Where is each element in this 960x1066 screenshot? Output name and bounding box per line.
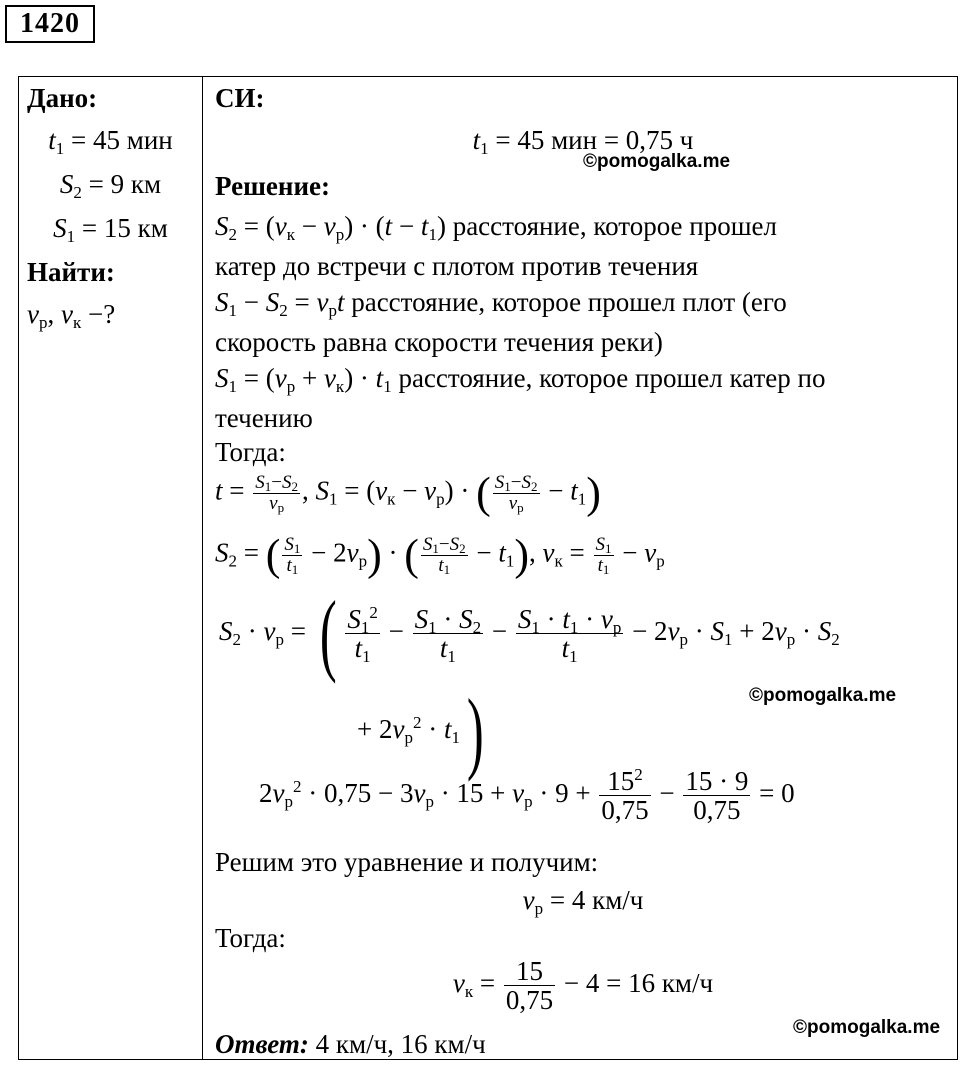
column-divider: [202, 77, 203, 1059]
eq3-text-2: течению: [215, 403, 313, 433]
solution-table: [18, 76, 958, 1060]
watermark-3: ©pomogalka.me: [793, 1017, 941, 1038]
find-header: Найти:: [27, 257, 115, 287]
si-conversion: $t_1 = 45$ мин = 0,75 ч: [472, 125, 694, 158]
eq2-text-2: скорость равна скорости течения реки): [215, 327, 663, 357]
problem-number: 1420: [5, 5, 95, 43]
watermark-1: ©pomogalka.me: [583, 151, 731, 172]
given-s2: $S_2 = 9$ км: [59, 169, 162, 202]
watermark-2: ©pomogalka.me: [749, 685, 897, 706]
eq-expanded: $S_2 \cdot v_р$ = ( $\frac{S_1^2}{t_1}$ − $\frac{S_1 \cdot S_2}{t_1}$ − $\frac{S_1 \cdot t_1 \cdot v_р}{t_1}$ − $2v_р \cdot S_1 + 2v_р \cdot S_2$: [219, 582, 840, 684]
given-header: Дано:: [27, 83, 98, 113]
eq-expanded-cont: + $2v_р^2 \cdot t_1$): [357, 680, 484, 782]
eq1-text-2: катер до встречи с плотом против течения: [215, 251, 699, 281]
vk-result: $v_к$ = $\frac{15}{0,75}$ − 4 = 16 км/ч: [452, 956, 714, 1016]
solve-text: Решим это уравнение и получим:: [215, 847, 599, 877]
eq1: $S_2 = (v_к - v_р) \cdot (t - t_1)$ расстояние, которое прошел: [215, 211, 777, 244]
find-unknowns: $v_р$, $v_к$ −?: [27, 299, 116, 332]
vp-result: $v_р = 4$ км/ч: [522, 885, 644, 918]
given-t1: $t_1 = 45$ мин: [48, 125, 173, 158]
si-header: СИ:: [215, 83, 265, 113]
given-s1: $S_1 = 15$ км: [53, 213, 168, 246]
then-label-1: Тогда:: [215, 437, 286, 467]
solution-header: Решение:: [215, 171, 330, 201]
eq-numeric: $2v_р^2 \cdot 0,75 - 3v_р \cdot 15 + v_р \cdot 9$ + $\frac{15^2}{0,75}$ − $\frac{15 \cdot 9}{0,75}$ = 0: [259, 765, 795, 826]
eq2: $S_1 - S_2 = v_рt$ расстояние, которое прошел плот (его: [215, 287, 787, 320]
then-label-2: Тогда:: [215, 923, 286, 953]
answer: Ответ: 4 км/ч, 16 км/ч: [215, 1029, 486, 1059]
eq-s2-substitution: $S_2$ = ( $\frac{S_1}{t_1}$ − $2v_р$) · ( $\frac{S_1-S_2}{t_1}$ − $t_1$), $v_к$ = $\frac{S_1}{t_1}$ − $v_р$: [215, 530, 665, 580]
eq3: $S_1 = (v_р + v_к) \cdot t_1$ расстояние, которое прошел катер по: [215, 363, 826, 396]
eq-t-substitution: t = $\frac{S_1-S_2}{v_р}$ , $S_1 = (v_к - v_р)$ · ( $\frac{S_1-S_2}{v_р}$ − $t_1$): [215, 468, 601, 518]
